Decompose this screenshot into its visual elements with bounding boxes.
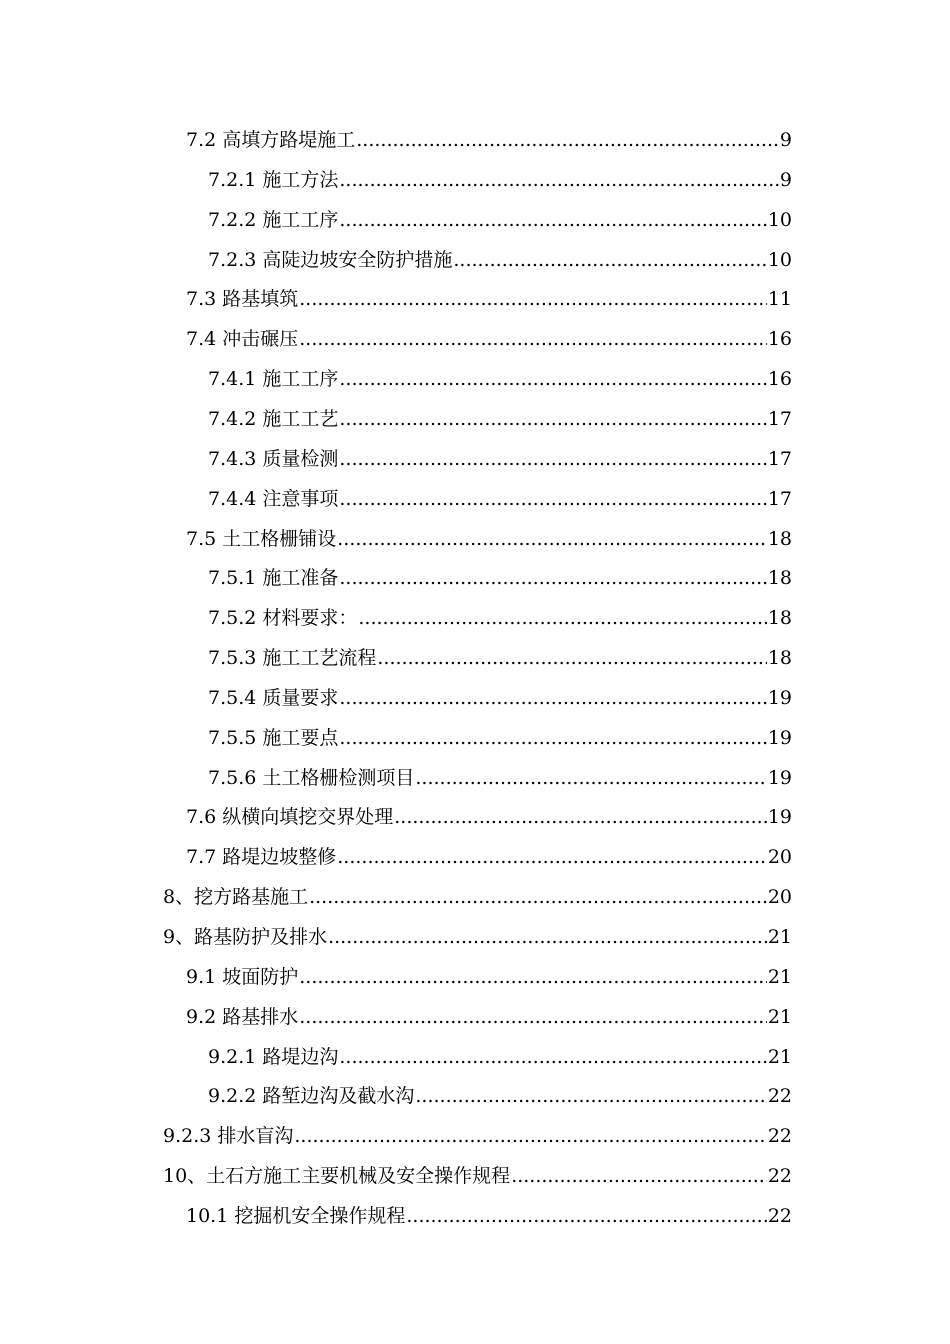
toc-entry-page-number: 16 xyxy=(767,368,792,391)
toc-entry[interactable] xyxy=(208,399,792,439)
toc-entry-title: 9.1 坡面防护 xyxy=(186,965,299,988)
toc-entry[interactable] xyxy=(208,718,792,758)
toc-entry-title: 7.4.2 施工工艺 xyxy=(208,407,339,430)
toc-dot-leader xyxy=(309,877,767,917)
toc-entry-page-number: 22 xyxy=(767,1085,792,1108)
toc-entry-page-number: 18 xyxy=(767,567,792,590)
toc-entry-title: 9.2.1 路堤边沟 xyxy=(208,1045,339,1068)
toc-dot-leader xyxy=(299,997,767,1037)
toc-entry[interactable] xyxy=(208,240,792,280)
toc-dot-leader xyxy=(339,359,766,399)
toc-entry[interactable] xyxy=(186,319,792,359)
toc-entry[interactable] xyxy=(208,1037,792,1077)
toc-entry-title: 9、路基防护及排水 xyxy=(163,926,328,948)
toc-dot-leader xyxy=(511,1156,767,1196)
toc-entry-page-number: 19 xyxy=(767,806,792,829)
toc-entry-title: 9.2.2 路堑边沟及截水沟 xyxy=(208,1085,415,1108)
toc-entry-page-number: 22 xyxy=(767,1125,792,1148)
toc-entry-page-number: 22 xyxy=(767,1165,792,1188)
toc-entry-title: 7.7 路堤边坡整修 xyxy=(186,846,337,869)
toc-entry-page-number: 21 xyxy=(767,965,792,988)
toc-entry-title: 7.5.5 施工要点 xyxy=(208,726,339,749)
toc-entry-page-number: 18 xyxy=(767,647,792,670)
toc-entry[interactable] xyxy=(186,1196,792,1236)
toc-entry-page-number: 17 xyxy=(767,407,792,430)
toc-dot-leader xyxy=(339,160,779,200)
toc-dot-leader xyxy=(339,439,766,479)
toc-entry-title: 7.3 路基填筑 xyxy=(186,288,299,311)
toc-entry-title: 7.4 冲击碾压 xyxy=(186,328,299,351)
toc-entry[interactable] xyxy=(163,1116,792,1156)
toc-entry-page-number: 19 xyxy=(767,766,792,789)
toc-dot-leader xyxy=(394,797,767,837)
toc-entry[interactable] xyxy=(208,598,792,638)
toc-entry[interactable] xyxy=(208,678,792,718)
toc-entry-title: 7.2.3 高陡边坡安全防护措施 xyxy=(208,248,453,271)
toc-entry-page-number: 11 xyxy=(767,288,792,311)
toc-entry-page-number: 21 xyxy=(767,1045,792,1068)
toc-entry-title: 8、挖方路基施工 xyxy=(163,886,309,909)
toc-entry[interactable] xyxy=(186,837,792,877)
toc-entry[interactable] xyxy=(163,917,792,957)
toc-entry-page-number: 19 xyxy=(767,726,792,749)
toc-entry[interactable] xyxy=(186,957,792,997)
toc-dot-leader xyxy=(356,120,779,160)
toc-dot-leader xyxy=(377,638,766,678)
toc-entry-page-number: 9 xyxy=(779,129,792,151)
toc-entry-page-number: 20 xyxy=(767,886,792,909)
toc-entry[interactable] xyxy=(208,558,792,598)
toc-entry-title: 10、土石方施工主要机械及安全操作规程 xyxy=(163,1165,511,1188)
toc-entry[interactable] xyxy=(208,638,792,678)
toc-entry-page-number: 18 xyxy=(767,607,792,630)
toc-entry-title: 7.5.1 施工准备 xyxy=(208,567,339,590)
toc-entry[interactable] xyxy=(208,439,792,479)
toc-entry-title: 7.6 纵横向填挖交界处理 xyxy=(186,806,394,829)
toc-entry-page-number: 21 xyxy=(767,926,792,948)
toc-dot-leader xyxy=(299,279,767,319)
toc-entry[interactable] xyxy=(208,359,792,399)
toc-entry-title: 7.5 土工格栅铺设 xyxy=(186,527,337,550)
toc-dot-leader xyxy=(358,598,766,638)
toc-dot-leader xyxy=(299,319,767,359)
toc-entry[interactable] xyxy=(186,279,792,319)
toc-dot-leader xyxy=(339,678,766,718)
toc-entry[interactable] xyxy=(163,1156,792,1196)
toc-dot-leader xyxy=(299,957,767,997)
toc-entry-page-number: 18 xyxy=(767,527,792,550)
toc-dot-leader xyxy=(339,558,766,598)
toc-dot-leader xyxy=(339,479,766,519)
toc-entry-page-number: 17 xyxy=(767,487,792,510)
toc-entry[interactable] xyxy=(208,479,792,519)
toc-entry[interactable] xyxy=(186,997,792,1037)
toc-entry-title: 7.2 高填方路堤施工 xyxy=(186,129,356,151)
toc-entry-title: 7.5.4 质量要求 xyxy=(208,686,339,709)
toc-dot-leader xyxy=(415,758,766,798)
toc-entry-page-number: 9 xyxy=(779,168,792,191)
toc-entry-page-number: 20 xyxy=(767,846,792,869)
toc-dot-leader xyxy=(339,200,766,240)
toc-entry[interactable] xyxy=(186,519,792,559)
toc-dot-leader xyxy=(294,1116,766,1156)
toc-entry[interactable] xyxy=(208,1076,792,1116)
toc-dot-leader xyxy=(339,399,766,439)
toc-dot-leader xyxy=(339,1037,766,1077)
toc-entry-title: 7.2.2 施工工序 xyxy=(208,208,339,231)
toc-dot-leader xyxy=(337,519,767,559)
toc-entry-page-number: 19 xyxy=(767,686,792,709)
toc-dot-leader xyxy=(339,718,766,758)
toc-entry[interactable] xyxy=(186,120,792,160)
toc-dot-leader xyxy=(337,837,767,877)
toc-entry-title: 7.2.1 施工方法 xyxy=(208,168,339,191)
toc-dot-leader xyxy=(415,1076,766,1116)
toc-entry-page-number: 21 xyxy=(767,1005,792,1028)
toc-entry-title: 7.4.4 注意事项 xyxy=(208,487,339,510)
toc-entry-title: 9.2 路基排水 xyxy=(186,1005,299,1028)
toc-entry[interactable] xyxy=(163,877,792,917)
toc-dot-leader xyxy=(453,240,766,280)
toc-entry[interactable] xyxy=(186,797,792,837)
toc-entry[interactable] xyxy=(208,200,792,240)
toc-dot-leader xyxy=(328,917,767,957)
toc-entry-title: 7.5.3 施工工艺流程 xyxy=(208,647,377,670)
toc-entry-page-number: 17 xyxy=(767,447,792,470)
toc-entry-page-number: 10 xyxy=(767,248,792,271)
toc-entry-title: 7.4.1 施工工序 xyxy=(208,368,339,391)
toc-entry-title: 10.1 挖掘机安全操作规程 xyxy=(186,1204,406,1227)
toc-entry-title: 7.5.2 材料要求： xyxy=(208,607,358,630)
toc-entry[interactable] xyxy=(208,758,792,798)
toc-entry-title: 7.5.6 土工格栅检测项目 xyxy=(208,766,415,789)
toc-entry-page-number: 10 xyxy=(767,208,792,231)
toc-dot-leader xyxy=(406,1196,766,1236)
toc-entry[interactable] xyxy=(208,160,792,200)
toc-entry-page-number: 16 xyxy=(767,328,792,351)
toc-entry-title: 7.4.3 质量检测 xyxy=(208,447,339,470)
toc-entry-title: 9.2.3 排水盲沟 xyxy=(163,1125,294,1148)
toc-entry-page-number: 22 xyxy=(767,1204,792,1227)
